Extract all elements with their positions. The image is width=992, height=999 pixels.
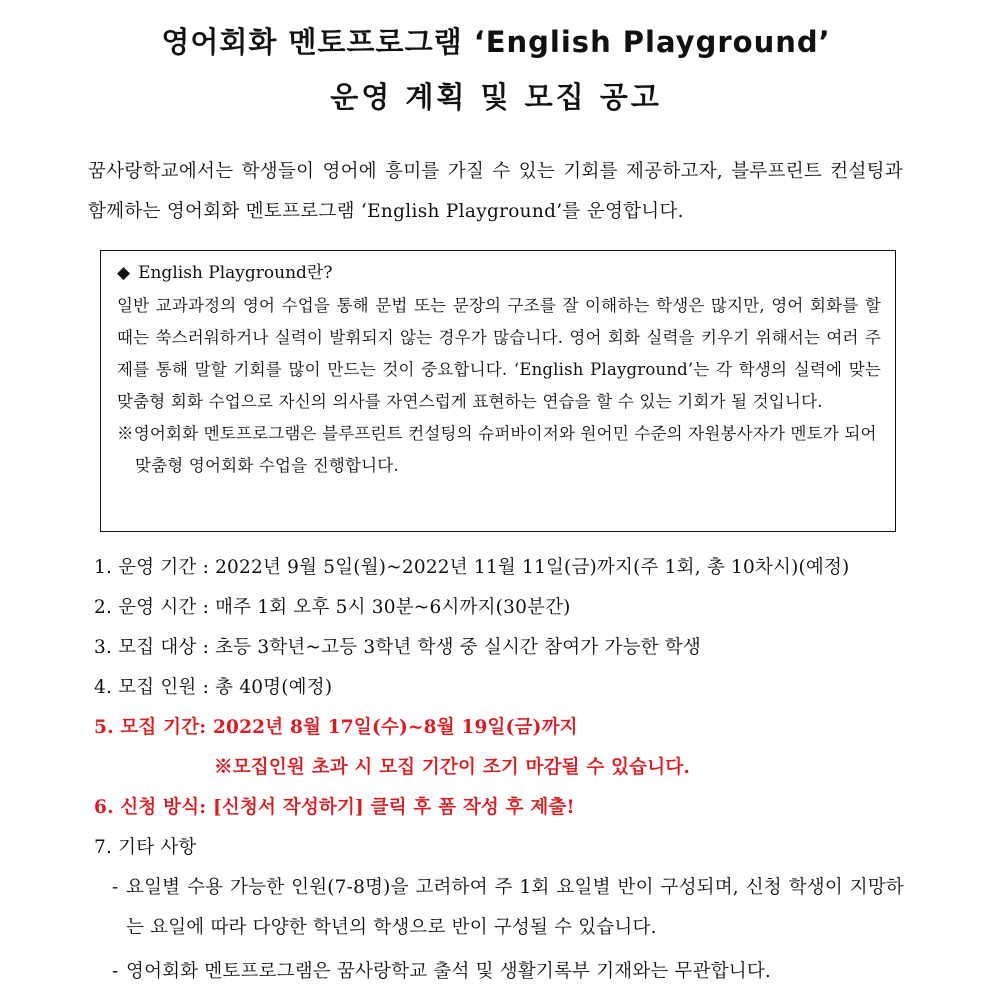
info-box-note: ※영어회화 멘토프로그램은 블루프린트 컨설팅의 슈퍼바이저와 원어민 수준의 자원봉사자가 멘토가 되어 맞춤형 영어회화 수업을 진행합니다. bbox=[117, 424, 877, 475]
dash-bullet: - bbox=[112, 877, 119, 898]
etc-detail-1-text: 요일별 수용 가능한 인원(7-8명)을 고려하여 주 1회 요일별 반이 구성되며, 신청 학생이 지망하는 요일에 따라 다양한 학년의 학생으로 반이 구성될 수 있습니다. bbox=[126, 877, 904, 938]
etc-detail-1 bbox=[94, 868, 904, 948]
item-recruit-period: 5. 모집 기간: 2022년 8월 17일(수)~8월 19일(금)까지 bbox=[94, 717, 578, 738]
info-box-heading-text: English Playground란? bbox=[138, 263, 333, 283]
item-etc: 7. 기타 사항 bbox=[94, 837, 197, 858]
item-apply-method: 6. 신청 방식: [신청서 작성하기] 클릭 후 폼 작성 후 제출! bbox=[94, 797, 575, 818]
item-recruit-warning: ※모집인원 초과 시 모집 기간이 조기 마감될 수 있습니다. bbox=[214, 757, 691, 778]
info-box bbox=[100, 250, 896, 532]
dash-bullet: - bbox=[112, 961, 119, 982]
page-title: 영어회화 멘토프로그램 ‘English Playground’ bbox=[161, 25, 831, 59]
item-period: 1. 운영 기간 : 2022년 9월 5일(월)~2022년 11월 11일(금)까지(주 1회, 총 10차시)(예정) bbox=[94, 557, 850, 578]
etc-detail-2-text: 영어회화 멘토프로그램은 꿈사랑학교 출석 및 생활기록부 기재와는 무관합니다. bbox=[126, 961, 771, 982]
info-box-body: 일반 교과과정의 영어 수업을 통해 문법 또는 문장의 구조를 잘 이해하는 학생은 많지만, 영어 회화를 할 때는 쑥스러워하거나 실력이 발휘되지 않는 경우가 많습니다. 영어 회화 실력을 키우기 위해서는 여러 주제를 통해 말할 기회를 많이 만드는 것이 중요합니다. ‘English Playground’는 각 학생의 실력에 맞는 맞춤형 회화 수업으로 자신의 의사를 자연스럽게 표현하는 연습을 할 수 있는 기회가 될 것입니다. bbox=[117, 296, 881, 411]
notice-items bbox=[94, 548, 904, 992]
item-target: 3. 모집 대상 : 초등 3학년~고등 3학년 학생 중 실시간 참여가 가능한 학생 bbox=[94, 637, 701, 658]
page-subtitle: 운영 계획 및 모집 공고 bbox=[330, 80, 662, 114]
intro-paragraph: 꿈사랑학교에서는 학생들이 영어에 흥미를 가질 수 있는 기회를 제공하고자, 블루프린트 컨설팅과 함께하는 영어회화 멘토프로그램 ‘English Playground’를 운영합니다. bbox=[88, 161, 903, 222]
diamond-bullet-icon: ◆ bbox=[117, 263, 131, 283]
etc-detail-2 bbox=[94, 952, 904, 992]
item-count: 4. 모집 인원 : 총 40명(예정) bbox=[94, 677, 333, 698]
item-time: 2. 운영 시간 : 매주 1회 오후 5시 30분~6시까지(30분간) bbox=[94, 597, 571, 618]
info-box-heading bbox=[117, 261, 881, 285]
